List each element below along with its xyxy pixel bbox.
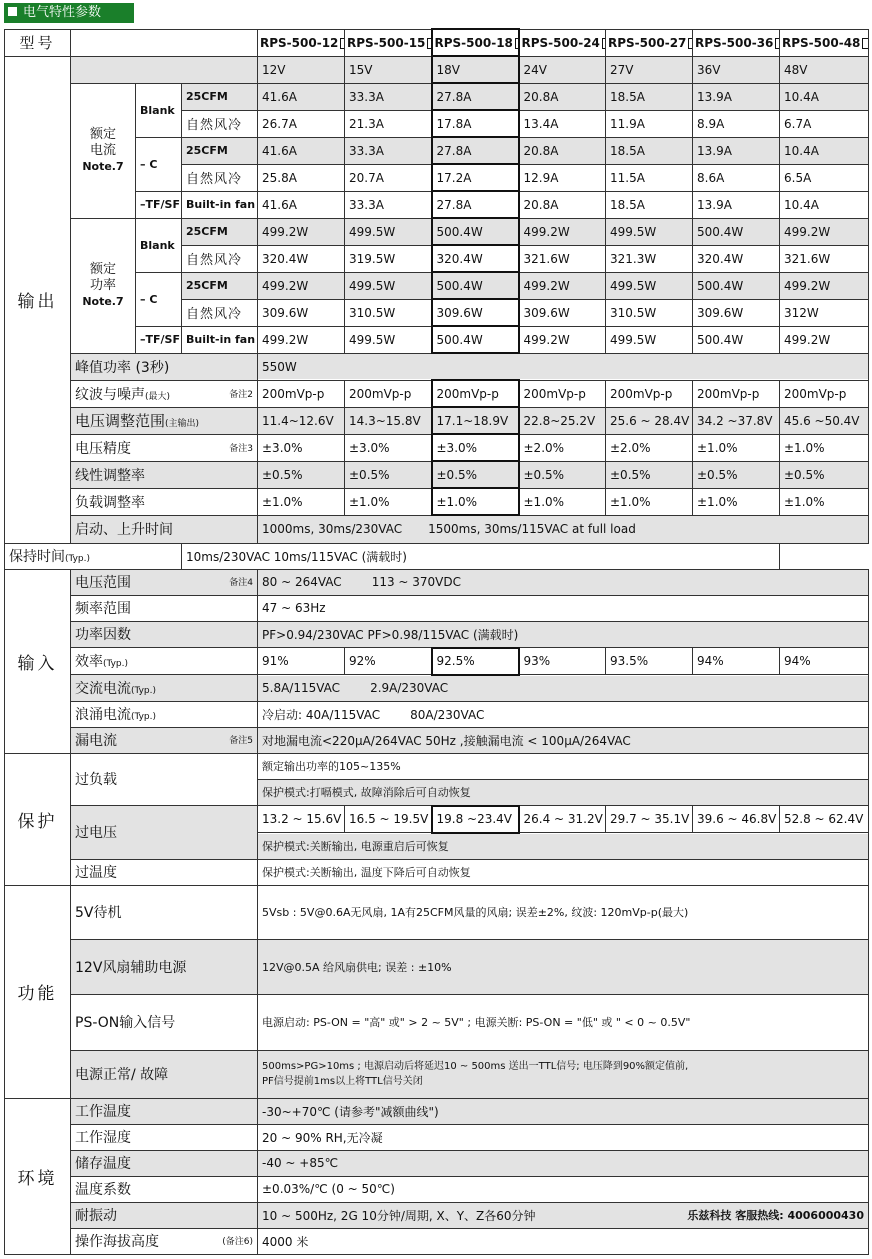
- prot-ov-label: 过电压: [71, 806, 258, 860]
- current-row: [5, 83, 869, 110]
- condition-label: 自然风冷: [182, 110, 258, 137]
- env-op-value: -30~+70℃ (请参考"减额曲线"): [258, 1098, 869, 1124]
- value-cell: ±1.0%: [780, 488, 869, 515]
- square-icon: [8, 7, 17, 16]
- value-cell: ±1.0%: [519, 488, 606, 515]
- value-cell: ±2.0%: [519, 434, 606, 461]
- value-cell: 500.4W: [432, 218, 519, 245]
- value-cell: 8.6A: [693, 164, 780, 191]
- value-cell: 200mVp-p: [606, 380, 693, 407]
- value-cell: 26.7A: [258, 110, 345, 137]
- condition-label: Built-in fan: [182, 326, 258, 353]
- blank-cell: [71, 56, 258, 83]
- fn-pson-row: [5, 994, 869, 1050]
- condition-label: 自然风冷: [182, 245, 258, 272]
- peak-row: [5, 353, 869, 380]
- value-cell: 13.9A: [693, 191, 780, 218]
- value-cell: 310.5W: [345, 299, 432, 326]
- in-ac-label-text: 交流电流: [75, 680, 131, 697]
- env-hum-value: 20 ~ 90% RH,无冷凝: [258, 1124, 869, 1150]
- value-cell: 24V: [519, 56, 606, 83]
- value-cell: 18V: [432, 56, 519, 83]
- env-hum-row: [5, 1124, 869, 1150]
- value-cell: ±2.0%: [606, 434, 693, 461]
- value-cell: 499.5W: [345, 218, 432, 245]
- vadj-label-text: 电压调整范围: [75, 412, 166, 430]
- env-tc-label: 温度系数: [71, 1176, 258, 1202]
- value-cell: 309.6W: [693, 299, 780, 326]
- current-label: [71, 83, 136, 218]
- value-cell: 34.2 ~37.8V: [693, 407, 780, 434]
- env-op-row: [5, 1098, 869, 1124]
- in-pf-value: PF>0.94/230VAC PF>0.98/115VAC (满载时): [258, 621, 869, 648]
- hold-label: [5, 543, 182, 569]
- value-cell: 26.4 ~ 31.2V: [519, 806, 606, 833]
- value-cell: 22.8~25.2V: [519, 407, 606, 434]
- value-cell: 200mVp-p: [780, 380, 869, 407]
- value-cell: 29.7 ~ 35.1V: [606, 806, 693, 833]
- fn-5v-label: 5V待机: [71, 885, 258, 939]
- env-alt-row: [5, 1228, 869, 1254]
- value-cell: ±0.5%: [432, 461, 519, 488]
- value-cell: ±3.0%: [345, 434, 432, 461]
- ripple-label: [71, 380, 258, 407]
- fn-pg-v2: PF信号提前1ms以上将TTL信号关闭: [262, 1076, 423, 1087]
- value-cell: 500.4W: [432, 326, 519, 353]
- value-cell: 310.5W: [606, 299, 693, 326]
- fn-12v-label: 12V风扇辅助电源: [71, 939, 258, 994]
- value-cell: 499.2W: [519, 272, 606, 299]
- value-cell: ±0.5%: [258, 461, 345, 488]
- value-cell: 16.5 ~ 19.5V: [345, 806, 432, 833]
- startup-v1: 1000ms, 30ms/230VAC: [262, 522, 403, 537]
- power-label: [71, 218, 136, 353]
- value-cell: 8.9A: [693, 110, 780, 137]
- value-cell: 499.2W: [519, 326, 606, 353]
- env-st-value: -40 ~ +85℃: [258, 1150, 869, 1176]
- condition-label: 25CFM: [182, 137, 258, 164]
- value-cell: 499.5W: [606, 218, 693, 245]
- env-tc-value: ±0.03%/℃ (0 ~ 50℃): [258, 1176, 869, 1202]
- value-cell: ±1.0%: [693, 488, 780, 515]
- prot-ov-row-1: [5, 806, 869, 833]
- in-freq-value: 47 ~ 63Hz: [258, 595, 869, 621]
- value-cell: 18.5A: [606, 191, 693, 218]
- value-cell: ±1.0%: [258, 488, 345, 515]
- env-hum-label: 工作湿度: [71, 1124, 258, 1150]
- model-cell: RPS-500-12: [258, 29, 345, 56]
- note7-label: Note.7: [82, 294, 124, 308]
- value-cell: 33.3A: [345, 137, 432, 164]
- fn-pg-row: [5, 1050, 869, 1098]
- in-leak-row: [5, 727, 869, 753]
- ripple-label-text: 纹波与噪声: [75, 386, 145, 403]
- value-cell: 94%: [780, 648, 869, 675]
- load-label: 负载调整率: [71, 488, 258, 515]
- value-cell: ±1.0%: [606, 488, 693, 515]
- note-tag: 备注5: [229, 736, 253, 746]
- value-cell: 91%: [258, 648, 345, 675]
- in-vrange-value: [258, 569, 869, 595]
- prot-ot-row: [5, 859, 869, 885]
- env-vib-label: 耐振动: [71, 1202, 258, 1228]
- value-cell: 499.5W: [606, 326, 693, 353]
- value-cell: 499.2W: [258, 272, 345, 299]
- peak-value: 550W: [258, 353, 869, 380]
- value-cell: 321.6W: [780, 245, 869, 272]
- startup-row: [5, 515, 869, 543]
- value-cell: 18.5A: [606, 137, 693, 164]
- value-cell: 500.4W: [432, 272, 519, 299]
- in-vrange-label-text: 电压范围: [75, 575, 131, 591]
- category-env: 环境: [5, 1098, 71, 1254]
- env-vib-row: [5, 1202, 869, 1228]
- note7-label: Note.7: [82, 159, 124, 173]
- in-eff-label: [71, 648, 258, 675]
- value-cell: 15V: [345, 56, 432, 83]
- in-vrange-v1: 80 ~ 264VAC: [262, 575, 342, 589]
- value-cell: 17.8A: [432, 110, 519, 137]
- section-title: 电气特性参数: [23, 5, 102, 20]
- in-freq-label: 频率范围: [71, 595, 258, 621]
- power-row: [5, 218, 869, 245]
- model-cell: RPS-500-48: [780, 29, 869, 56]
- checkbox-icon[interactable]: [688, 38, 692, 49]
- env-alt-value: 4000 米: [258, 1228, 869, 1254]
- in-inrush-value: [258, 701, 869, 727]
- value-cell: 12.9A: [519, 164, 606, 191]
- value-cell: 17.2A: [432, 164, 519, 191]
- value-cell: 499.2W: [780, 272, 869, 299]
- env-st-row: [5, 1150, 869, 1176]
- value-cell: 320.4W: [693, 245, 780, 272]
- value-cell: 200mVp-p: [519, 380, 606, 407]
- variant-label: – C: [136, 137, 182, 191]
- condition-label: 25CFM: [182, 272, 258, 299]
- note-tag: (备注6): [222, 1237, 253, 1247]
- startup-value: [258, 515, 869, 543]
- value-cell: 20.8A: [519, 191, 606, 218]
- value-cell: 13.9A: [693, 137, 780, 164]
- in-eff-row: [5, 648, 869, 675]
- value-cell: 92%: [345, 648, 432, 675]
- hotline: 乐兹科技 客服热线: 4006000430: [687, 1208, 864, 1222]
- value-cell: 499.5W: [606, 272, 693, 299]
- in-pf-label: 功率因数: [71, 621, 258, 648]
- value-cell: 20.8A: [519, 137, 606, 164]
- model-row: [5, 29, 869, 56]
- fn-12v-value: 12V@0.5A 给风扇供电; 误差 : ±10%: [258, 939, 869, 994]
- value-cell: 10.4A: [780, 191, 869, 218]
- value-cell: 14.3~15.8V: [345, 407, 432, 434]
- env-alt-label: [71, 1228, 258, 1254]
- env-st-label: 储存温度: [71, 1150, 258, 1176]
- hold-value: 10ms/230VAC 10ms/115VAC (满载时): [182, 543, 780, 569]
- value-cell: 33.3A: [345, 191, 432, 218]
- hold-label-text: 保持时间: [9, 549, 65, 565]
- note-tag: 备注2: [229, 389, 253, 400]
- variant-label: –TF/SF: [136, 191, 182, 218]
- in-ac-tag: (Typ.): [131, 685, 157, 696]
- value-cell: 499.2W: [780, 218, 869, 245]
- category-input: 输入: [5, 569, 71, 753]
- note-tag: 备注4: [229, 578, 253, 588]
- value-cell: 25.8A: [258, 164, 345, 191]
- line-label: 线性调整率: [71, 461, 258, 488]
- value-cell: 52.8 ~ 62.4V: [780, 806, 869, 833]
- startup-v2: 1500ms, 30ms/115VAC at full load: [428, 522, 636, 537]
- value-cell: 17.1~18.9V: [432, 407, 519, 434]
- model-label: 型号: [5, 29, 71, 56]
- value-cell: 20.7A: [345, 164, 432, 191]
- condition-label: Built-in fan: [182, 191, 258, 218]
- prot-ol-v2: 保护模式:打嗝模式, 故障消除后可自动恢复: [258, 779, 869, 806]
- value-cell: ±1.0%: [780, 434, 869, 461]
- in-inrush-v1: 冷启动: 40A/115VAC: [262, 707, 381, 722]
- value-cell: ±0.5%: [606, 461, 693, 488]
- model-cell: RPS-500-27: [606, 29, 693, 56]
- in-pf-row: [5, 621, 869, 648]
- in-ac-v2: 2.9A/230VAC: [370, 681, 449, 695]
- condition-label: 自然风冷: [182, 164, 258, 191]
- in-freq-row: [5, 595, 869, 621]
- in-inrush-tag: (Typ.): [131, 712, 157, 722]
- value-cell: 309.6W: [519, 299, 606, 326]
- vtol-row: [5, 434, 869, 461]
- value-cell: 13.2 ~ 15.6V: [258, 806, 345, 833]
- note-tag: 备注3: [229, 443, 253, 454]
- env-alt-label-text: 操作海拔高度: [75, 1234, 159, 1250]
- in-vrange-row: [5, 569, 869, 595]
- value-cell: 92.5%: [432, 648, 519, 675]
- value-cell: 13.9A: [693, 83, 780, 110]
- value-cell: 321.3W: [606, 245, 693, 272]
- fn-pson-label: PS-ON输入信号: [71, 994, 258, 1050]
- checkbox-icon[interactable]: [340, 38, 344, 49]
- in-eff-label-text: 效率: [75, 654, 103, 670]
- ripple-tag: (最大): [145, 391, 171, 402]
- vtol-label-text: 电压精度: [75, 440, 131, 457]
- condition-label: 自然风冷: [182, 299, 258, 326]
- value-cell: 499.2W: [780, 326, 869, 353]
- value-cell: 500.4W: [693, 272, 780, 299]
- value-cell: 27.8A: [432, 191, 519, 218]
- value-cell: ±1.0%: [345, 488, 432, 515]
- voltage-row: [5, 56, 869, 83]
- in-ac-row: [5, 675, 869, 702]
- env-op-label: 工作温度: [71, 1098, 258, 1124]
- env-vib-text: 10 ~ 500Hz, 2G 10分钟/周期, X、Y、Z各60分钟: [262, 1208, 536, 1223]
- value-cell: 41.6A: [258, 137, 345, 164]
- hold-row: [5, 543, 869, 569]
- value-cell: 21.3A: [345, 110, 432, 137]
- vadj-tag: (主输出): [165, 419, 200, 429]
- value-cell: 309.6W: [258, 299, 345, 326]
- load-row: [5, 488, 869, 515]
- value-cell: 13.4A: [519, 110, 606, 137]
- value-cell: 500.4W: [693, 218, 780, 245]
- value-cell: 41.6A: [258, 191, 345, 218]
- peak-label: 峰值功率 (3秒): [71, 353, 258, 380]
- model-cell: RPS-500-18: [432, 29, 519, 56]
- value-cell: 45.6 ~50.4V: [780, 407, 869, 434]
- checkbox-icon[interactable]: [602, 38, 606, 49]
- in-inrush-label-text: 浪涌电流: [75, 707, 131, 723]
- fn-5v-value: 5Vsb : 5V@0.6A无风扇, 1A有25CFM风量的风扇; 误差±2%, 纹波: 120mVp-p(最大): [258, 885, 869, 939]
- value-cell: 20.8A: [519, 83, 606, 110]
- value-cell: 200mVp-p: [258, 380, 345, 407]
- value-cell: 200mVp-p: [345, 380, 432, 407]
- fn-12v-row: [5, 939, 869, 994]
- in-inrush-v2: 80A/230VAC: [410, 707, 485, 722]
- value-cell: 11.5A: [606, 164, 693, 191]
- value-cell: 312W: [780, 299, 869, 326]
- value-cell: ±0.5%: [519, 461, 606, 488]
- vtol-label: [71, 434, 258, 461]
- in-ac-v1: 5.8A/115VAC: [262, 681, 341, 695]
- startup-label: 启动、上升时间: [71, 515, 258, 543]
- fn-pg-value: [258, 1050, 869, 1098]
- value-cell: 48V: [780, 56, 869, 83]
- in-ac-value: [258, 675, 869, 702]
- sub-label: 额定 电流: [89, 126, 116, 158]
- category-protection: 保护: [5, 753, 71, 885]
- value-cell: 39.6 ~ 46.8V: [693, 806, 780, 833]
- fn-pg-v1: 500ms>PG>10ms ; 电源启动后将延迟10 ~ 500ms 送出一TTL信号; 电压降到90%额定值前,: [262, 1061, 689, 1072]
- category-output: 输出: [5, 56, 71, 543]
- sub-label: 额定 功率: [89, 261, 116, 293]
- checkbox-icon[interactable]: [775, 38, 779, 49]
- value-cell: ±3.0%: [258, 434, 345, 461]
- value-cell: 94%: [693, 648, 780, 675]
- value-cell: 499.2W: [258, 326, 345, 353]
- value-cell: 6.5A: [780, 164, 869, 191]
- prot-ov-mode: 保护模式:关断输出, 电源重启后可恢复: [258, 833, 869, 860]
- prot-ot-value: 保护模式:关断输出, 温度下降后可自动恢复: [258, 859, 869, 885]
- checkbox-icon[interactable]: [862, 38, 868, 49]
- value-cell: 25.6 ~ 28.4V: [606, 407, 693, 434]
- in-vrange-label: [71, 569, 258, 595]
- value-cell: ±0.5%: [345, 461, 432, 488]
- value-cell: 10.4A: [780, 137, 869, 164]
- condition-label: 25CFM: [182, 83, 258, 110]
- value-cell: 320.4W: [258, 245, 345, 272]
- model-cell: RPS-500-15: [345, 29, 432, 56]
- value-cell: 12V: [258, 56, 345, 83]
- category-function: 功能: [5, 885, 71, 1098]
- value-cell: 93%: [519, 648, 606, 675]
- vadj-label: [71, 407, 258, 434]
- env-tc-row: [5, 1176, 869, 1202]
- value-cell: 200mVp-p: [432, 380, 519, 407]
- condition-label: 25CFM: [182, 218, 258, 245]
- value-cell: 6.7A: [780, 110, 869, 137]
- vadj-row: [5, 407, 869, 434]
- value-cell: 499.2W: [258, 218, 345, 245]
- value-cell: 18.5A: [606, 83, 693, 110]
- in-leak-label: [71, 727, 258, 753]
- variant-label: – C: [136, 272, 182, 326]
- env-vib-value: [258, 1202, 869, 1228]
- value-cell: 36V: [693, 56, 780, 83]
- ripple-row: [5, 380, 869, 407]
- value-cell: ±3.0%: [432, 434, 519, 461]
- in-inrush-label: [71, 701, 258, 727]
- variant-label: Blank: [136, 83, 182, 137]
- prot-ol-v1: 额定输出功率的105~135%: [258, 753, 869, 779]
- in-eff-tag: (Typ.): [103, 659, 129, 669]
- value-cell: ±0.5%: [693, 461, 780, 488]
- value-cell: 319.5W: [345, 245, 432, 272]
- in-leak-label-text: 漏电流: [75, 733, 117, 749]
- model-cell: RPS-500-36: [693, 29, 780, 56]
- fn-pson-value: 电源启动: PS-ON = "高" 或" > 2 ~ 5V" ; 电源关断: PS-ON = "低" 或 " < 0 ~ 0.5V": [258, 994, 869, 1050]
- value-cell: 499.5W: [345, 326, 432, 353]
- fn-5v-row: [5, 885, 869, 939]
- variant-label: –TF/SF: [136, 326, 182, 353]
- value-cell: 321.6W: [519, 245, 606, 272]
- in-inrush-row: [5, 701, 869, 727]
- spec-table: [4, 28, 869, 1255]
- model-cell: RPS-500-24: [519, 29, 606, 56]
- value-cell: 11.4~12.6V: [258, 407, 345, 434]
- value-cell: ±1.0%: [693, 434, 780, 461]
- value-cell: 93.5%: [606, 648, 693, 675]
- value-cell: 33.3A: [345, 83, 432, 110]
- prot-ol-label: 过负载: [71, 753, 258, 806]
- hold-tag: (Typ.): [65, 554, 91, 564]
- prot-ol-row-1: [5, 753, 869, 779]
- value-cell: 27V: [606, 56, 693, 83]
- value-cell: 41.6A: [258, 83, 345, 110]
- value-cell: 320.4W: [432, 245, 519, 272]
- prot-ot-label: 过温度: [71, 859, 258, 885]
- value-cell: 200mVp-p: [693, 380, 780, 407]
- fn-pg-label: 电源正常/ 故障: [71, 1050, 258, 1098]
- value-cell: 11.9A: [606, 110, 693, 137]
- in-vrange-v2: 113 ~ 370VDC: [371, 575, 462, 589]
- value-cell: 27.8A: [432, 137, 519, 164]
- section-header: [4, 3, 134, 23]
- line-row: [5, 461, 869, 488]
- value-cell: ±0.5%: [780, 461, 869, 488]
- value-cell: 27.8A: [432, 83, 519, 110]
- in-ac-label: [71, 675, 258, 702]
- value-cell: 499.5W: [345, 272, 432, 299]
- value-cell: 19.8 ~23.4V: [432, 806, 519, 833]
- value-cell: 10.4A: [780, 83, 869, 110]
- variant-label: Blank: [136, 218, 182, 272]
- in-leak-value: 对地漏电流<220μA/264VAC 50Hz ,接触漏电流 < 100μA/264VAC: [258, 727, 869, 753]
- value-cell: 309.6W: [432, 299, 519, 326]
- value-cell: 499.2W: [519, 218, 606, 245]
- value-cell: ±1.0%: [432, 488, 519, 515]
- value-cell: 500.4W: [693, 326, 780, 353]
